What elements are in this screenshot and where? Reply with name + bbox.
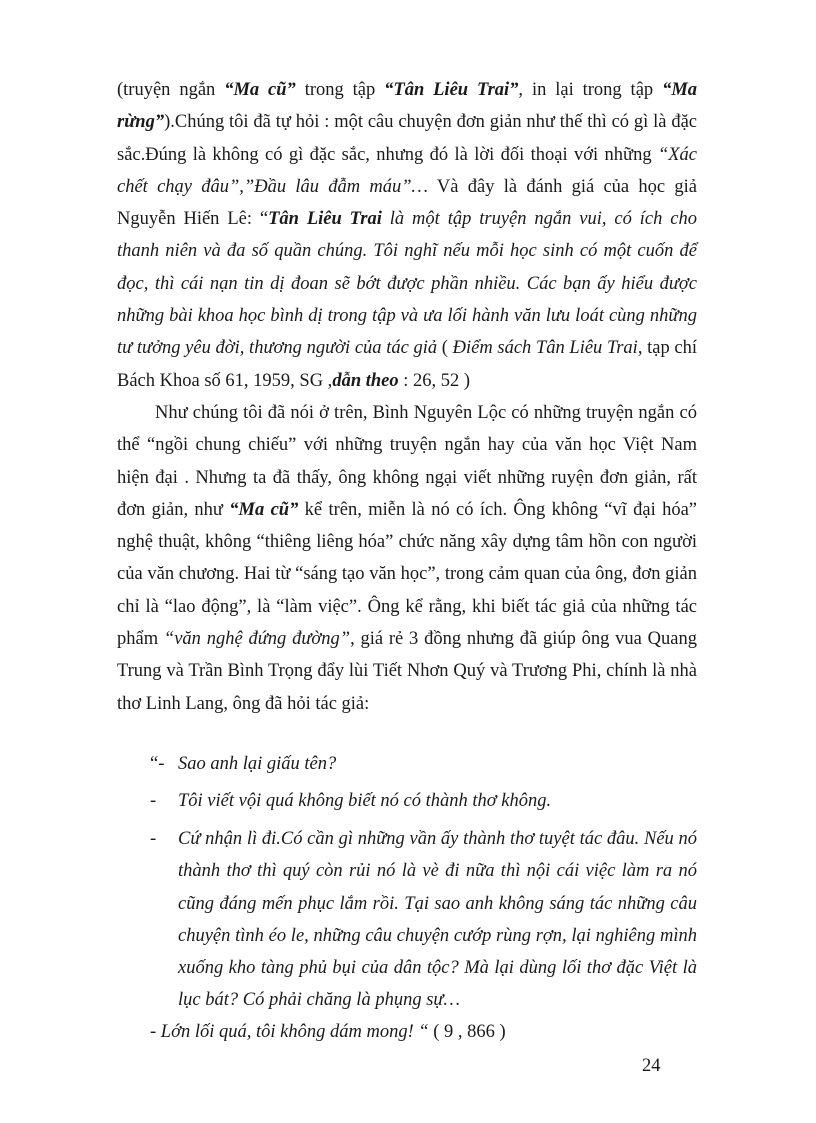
text-run: (truyện ngắn — [117, 80, 225, 100]
quoted-van-nghe-dung-duong: “văn nghệ đứng đường” — [163, 629, 351, 650]
dialogue-text: Sao anh lại giấu tên? — [178, 754, 337, 774]
text-run: , in lại trong tập — [518, 80, 663, 100]
dialogue-marker: - — [150, 829, 157, 849]
dialogue-marker: “- — [150, 754, 165, 774]
text-run: , giá rẻ 3 đồng nhưng đã giúp ông vua Quang Trung và Trần Bình Trọng đẩy lùi Tiết Nhơn Quý và Trương Phi, chính là nhà thơ Linh Lang, ông đã hỏi tác giả: — [117, 629, 698, 714]
dialogue-text: Tôi viết vội quá không biết nó có thành thơ không. — [178, 791, 552, 811]
dialogue-text: Cứ nhận lì đi.Có cần gì những vần ấy thành thơ tuyệt tác đâu. Nếu nó thành thơ thì quý còn rủi nó là vè đi nữa thì nội cái việc làm ra nó cũng đáng mến phục lắm rồi. Tại sao anh không sáng tác những câu chuyện tình éo le, những câu chuyện cướp rùng rợn, lại nghiêng mình xuống kho tàng phủ bụi của dân tộc? Mà lại dùng lối thơ đặc Việt là lục bát? Có phải chăng là phụng sự… — [178, 829, 697, 1011]
citation-dan-theo: dẫn theo — [332, 370, 399, 391]
paragraph-tan-lieu-trai — [117, 74, 697, 397]
quote-nguyen-hien-le: là một tập truyện ngắn vui, có ích cho thanh niên và đa số quần chúng. Tôi nghĩ nếu mỗi học sinh có một cuốn để đọc, thì cái nạn tin dị đoan sẽ bớt được phần nhiều. Các bạn ấy hiểu được những bài khoa học bình dị trong tập và ưa lối hành văn lưu loát cùng những tư tưởng yêu đời, thương người của tác giả — [117, 209, 697, 359]
paragraph-binh-nguyen-loc — [117, 397, 697, 720]
text-run: ( — [437, 338, 453, 359]
page-number: 24 — [642, 1056, 661, 1076]
dialogue-line-1 — [150, 748, 697, 780]
quote-title-tan-lieu-trai: Tân Liêu Trai — [268, 209, 382, 230]
text-run: Và đây là đánh giá của học giả Nguyễn Hiến Lê: “ — [117, 176, 697, 230]
citation-source: , tạp chí Bách Khoa số 61, 1959, SG , — [117, 338, 697, 391]
title-ma-cu: “Ma cũ” — [229, 499, 299, 520]
dialogue-line-3 — [150, 823, 697, 1017]
text-run: Như chúng tôi đã nói ở trên, Bình Nguyên Lộc có những truyện ngắn có thể “ngồi chung chiếu” với những truyện ngắn hay của văn học Việt Nam hiện đại . Nhưng ta đã thấy, ông không ngại viết những ruyện đơn giản, rất đơn giản, như — [117, 403, 697, 520]
dialogue-text: - Lớn lối quá, tôi không dám mong! “ — [150, 1022, 429, 1042]
dialogue-marker: - — [150, 791, 157, 811]
title-ma-rung: “Ma rừng” — [117, 80, 698, 133]
quoted-titles: “Xác chết chạy đâu”,”Đầu lâu đẫm máu”… — [117, 144, 697, 197]
citation-ref: : 26, 52 ) — [398, 370, 471, 391]
text-run: kể trên, miễn là nó có ích. Ông không “vĩ đại hóa” nghệ thuật, không “thiêng liêng hóa” chức năng xây dựng tâm hồn con người của văn chương. Hai từ “sáng tạo văn học”, trong cảm quan của ông, đơn giản chỉ là “lao động”, là “làm việc”. Ông kể rằng, khi biết tác giả của những tác phẩm — [117, 499, 697, 650]
citation-title: Điểm sách Tân Liêu Trai — [452, 338, 638, 359]
dialogue-line-4 — [150, 1016, 697, 1048]
text-run: trong tập — [295, 80, 385, 100]
text-run: ).Chúng tôi đã tự hỏi : một câu chuyện đơn giản như thế thì có gì là đặc sắc.Đúng là không có gì đặc sắc, nhưng đó là lời đối thoại với những — [117, 112, 697, 165]
dialogue-line-2 — [150, 785, 697, 817]
title-ma-cu: “Ma cũ” — [224, 80, 296, 100]
citation-ref: ( 9 , 866 ) — [428, 1022, 506, 1042]
title-tan-lieu-trai: “Tân Liêu Trai” — [384, 80, 519, 100]
